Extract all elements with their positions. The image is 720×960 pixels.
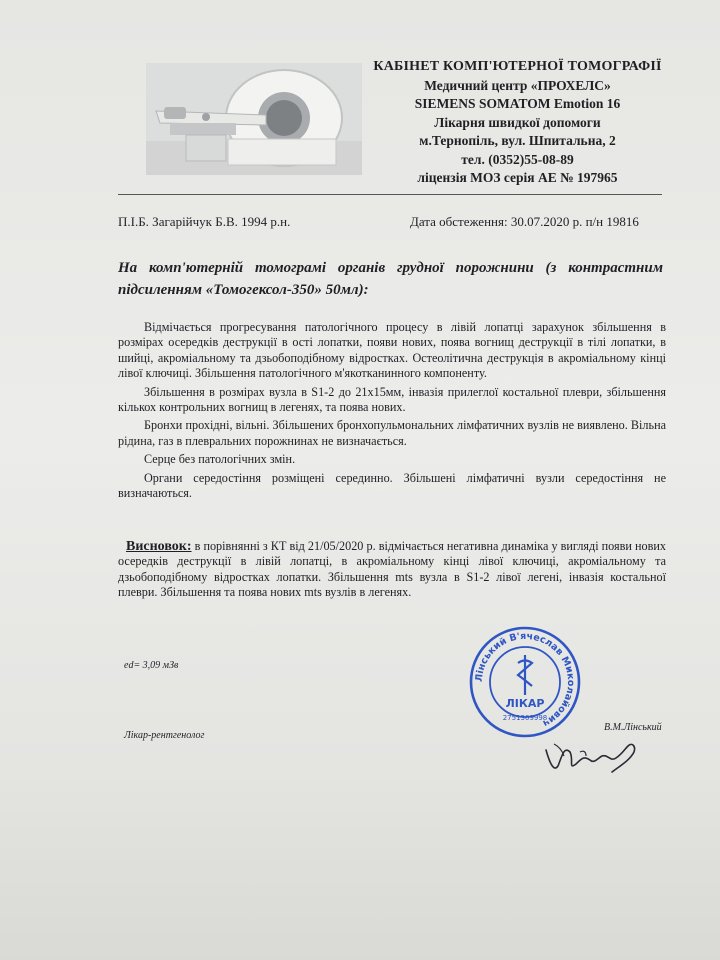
doctor-role: Лікар-рентгенолог [124, 730, 205, 741]
header-address: м.Тернопіль, вул. Шпитальна, 2 [419, 133, 616, 148]
svg-text:2751309998: 2751309998 [502, 714, 548, 722]
radiation-dose: ed= 3,09 мЗв [124, 660, 179, 671]
conclusion-section [118, 539, 666, 601]
svg-text:Лінський В'ячеслав Миколайович: Лінський В'ячеслав Миколайович [473, 630, 577, 729]
findings-section [118, 320, 666, 504]
finding-paragraph: Серце без патологічних змін. [144, 452, 296, 467]
finding-paragraph: Органи середостіння розміщені серединно. Збільшені лімфатичні вузли середостіння не визначаються. [118, 470, 666, 501]
header-license: ліцензія МОЗ серія АЕ № 197965 [417, 170, 618, 185]
exam-date: Дата обстеження: 30.07.2020 р. п/н 19816 [410, 214, 639, 229]
finding-paragraph: Бронхи прохідні, вільні. Збільшених бронхопульмональних лімфатичних вузлів не виявлено. Вільна рідина, газ в плевральних порожнинах не визначається. [118, 418, 666, 448]
ct-scanner-photo [146, 63, 362, 175]
svg-text:ЛІКАР: ЛІКАР [505, 697, 545, 710]
caduceus-icon [518, 655, 532, 695]
header-center-name: Медичний центр «ПРОХЕЛС» [424, 77, 611, 93]
report-title: На комп'ютерній томограмі органів грудної порожнини (з контрастним підсиленням «Томогексол-350» 50мл): [118, 260, 663, 298]
patient-info: П.І.Б. Загарійчук Б.В. 1994 р.н. [118, 214, 291, 229]
doctor-name: В.М.Лінський [604, 722, 662, 733]
finding-paragraph: Відмічається прогресування патологічного процесу в лівій лопатці зарахунок збільшення в розмірах осередків деструкції в ості лопатки, появи нових, поява вогнищ деструкції в тілі лопатки, в шийці, акроміальному та дзьобоподібному відростках. Остеолітична деструкція в акроміальному кінці лівої ключиці. Збільшення патологічного м'якотканинного компоненту. [118, 320, 666, 381]
header-divider [118, 194, 662, 195]
finding-paragraph: Збільшення в розмірах вузла в S1-2 до 21х15мм, інвазія прилеглої костальної плеври, збільшення кількох контрольних вогнищ в легенях, та поява нових. [118, 384, 666, 415]
conclusion-label: Висновок: [126, 539, 192, 554]
header-phone: тел. (0352)55-08-89 [461, 151, 574, 167]
ct-scanner-illustration [146, 63, 362, 175]
doctor-signature [524, 716, 648, 786]
conclusion-text: в порівнянні з КТ від 21/05/2020 р. відмічається негативна динаміка у вигляді появи нових осередків деструкції в лівій лопатці, в акроміальному кінці лівої ключиці, акроміальному та дзьобоподібному відростках лопатки. Збільшення mts вузла в S1-2 лівої легені, інвазія костальної плеври. Збільшення та поява нових mts вузлів в легенях. [118, 539, 666, 600]
header-device: SIEMENS SOMATOM Emotion 16 [414, 96, 621, 111]
header-title: КАБІНЕТ КОМП'ЮТЕРНОЇ ТОМОГРАФІЇ [373, 59, 662, 74]
header-hospital: Лікарня швидкої допомоги [434, 114, 601, 130]
clinic-header [370, 58, 665, 188]
